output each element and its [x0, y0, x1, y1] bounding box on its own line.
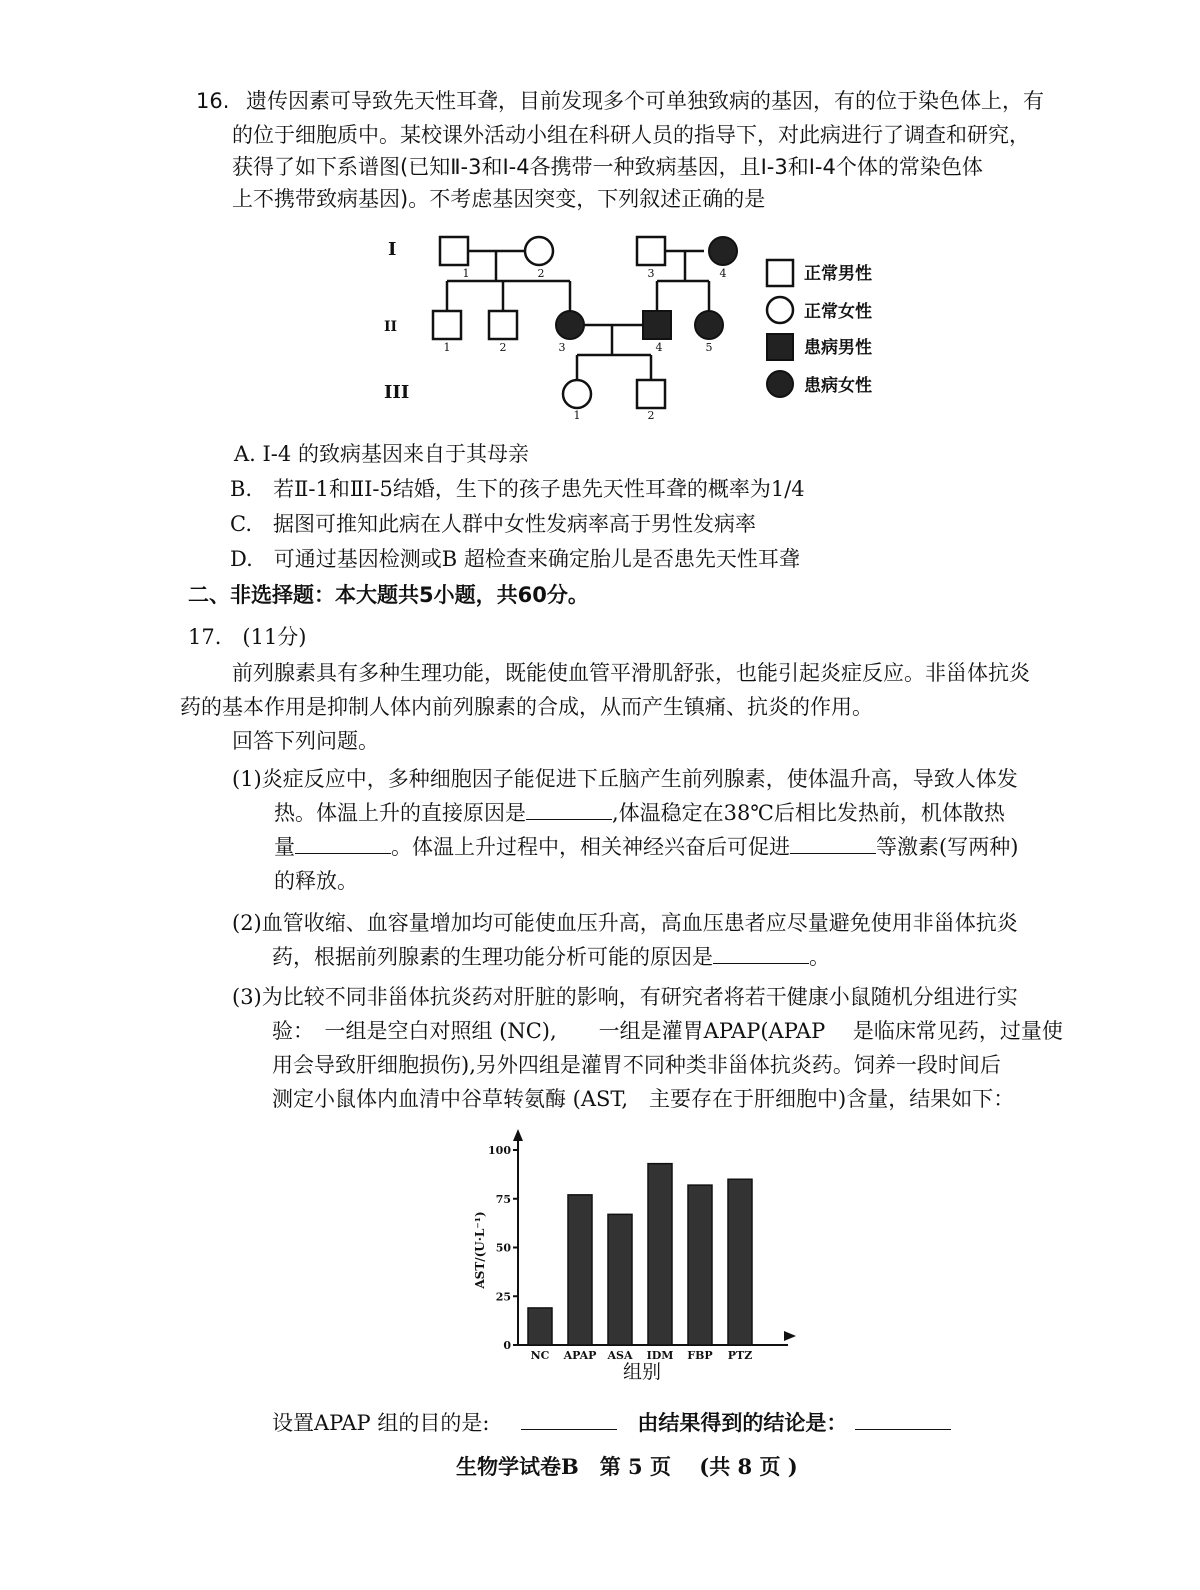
q16-line-2: 的位于细胞质中。某校课外活动小组在科研人员的指导下，对此病进行了调查和研究，	[232, 123, 1030, 147]
q17-part2-text: 。	[809, 945, 830, 969]
q17-final-line	[272, 1406, 951, 1440]
generation-label-III: III	[384, 382, 410, 403]
pedigree-II-1	[433, 311, 461, 339]
page-footer: 生物学试卷B 第 5 页 (共 8 页 )	[456, 1454, 798, 1479]
pedigree-number: 1	[443, 341, 451, 354]
q17-final-text-a: 设置APAP 组的目的是:	[272, 1411, 490, 1435]
q16-line-1: 遗传因素可导致先天性耳聋，目前发现多个可单独致病的基因，有的位于染色体上，有	[246, 89, 1044, 113]
answer-blank-4[interactable]	[713, 941, 809, 964]
answer-blank-5[interactable]	[521, 1407, 617, 1430]
pedigree-number: 4	[719, 267, 727, 280]
pedigree-number: 5	[705, 341, 713, 354]
section-heading: 二、非选择题：本大题共5小题，共60分。	[188, 583, 589, 607]
q17-final-text-b: 由结果得到的结论是：	[637, 1411, 848, 1435]
pedigree-diagram	[370, 225, 900, 430]
q17-part1-line3	[274, 830, 1018, 864]
q17-part3-line1: (3)为比较不同非甾体抗炎药对肝脏的影响，有研究者将若干健康小鼠随机分组进行实	[232, 985, 1018, 1009]
q17-part1-text: ,体温稳定在38℃后相比发热前，机体散热	[612, 801, 1005, 825]
bar-fbp	[688, 1185, 712, 1345]
bar-idm	[648, 1164, 672, 1345]
answer-blank-6[interactable]	[855, 1407, 951, 1430]
x-axis-arrow-icon	[784, 1331, 796, 1341]
x-tick-label: ASA	[607, 1349, 633, 1362]
q17-prompt: 回答下列问题。	[232, 729, 379, 753]
pedigree-I-1	[440, 237, 468, 265]
bar-nc	[528, 1308, 552, 1345]
q17-part2-text: 药，根据前列腺素的生理功能分析可能的原因是	[272, 945, 713, 969]
pedigree-number: 2	[537, 267, 545, 280]
q17-intro-2: 药的基本作用是抑制人体内前列腺素的合成，从而产生镇痛、抗炎的作用。	[180, 695, 873, 719]
q17-part1-text: 热。体温上升的直接原因是	[274, 801, 526, 825]
q17-header: 17. (11分)	[188, 625, 307, 649]
pedigree-III-1	[563, 380, 591, 408]
y-axis-label: AST/(U·L⁻¹)	[473, 1211, 487, 1289]
pedigree-number: 2	[499, 341, 507, 354]
y-tick-label: 0	[503, 1339, 511, 1352]
q16-option-b: B. 若Ⅱ-1和ⅡⅠ-5结婚，生下的孩子患先天性耳聋的概率为1/4	[230, 477, 805, 501]
legend-affected-female-icon	[767, 371, 793, 397]
x-tick-label: FBP	[687, 1349, 713, 1362]
q17-part2-line2	[272, 940, 830, 974]
legend-normal-male: 正常男性	[804, 264, 872, 284]
pedigree-I-3	[637, 237, 665, 265]
q17-part3-line3: 用会导致肝细胞损伤),另外四组是灌胃不同种类非甾体抗炎药。饲养一段时间后	[272, 1053, 1001, 1077]
legend-normal-female: 正常女性	[804, 302, 872, 322]
x-tick-label: APAP	[563, 1349, 597, 1362]
q16-option-d: D. 可通过基因检测或B 超检查来确定胎儿是否患先天性耳聋	[230, 547, 800, 571]
q16-number: 16.	[196, 89, 230, 113]
y-tick-label: 25	[495, 1290, 511, 1304]
q16-line-4: 上不携带致病基因)。不考虑基因突变，下列叙述正确的是	[232, 187, 766, 211]
pedigree-number: 1	[573, 409, 581, 422]
y-tick-label: 50	[495, 1241, 511, 1255]
pedigree-I-2	[525, 237, 553, 265]
q17-part2-line1: (2)血管收缩、血容量增加均可能使血压升高，高血压患者应尽量避免使用非甾体抗炎	[232, 911, 1018, 935]
answer-blank-2[interactable]	[295, 831, 391, 854]
bar-apap	[568, 1195, 592, 1345]
pedigree-number: 2	[647, 409, 655, 422]
pedigree-II-2	[489, 311, 517, 339]
legend-normal-male-icon	[767, 260, 793, 286]
x-tick-label: IDM	[646, 1349, 674, 1362]
q17-part3-line4: 测定小鼠体内血清中谷草转氨酶 (AST, 主要存在于肝细胞中)含量，结果如下：	[272, 1087, 1015, 1111]
generation-label-I: I	[388, 239, 397, 260]
q16-line-3: 获得了如下系谱图(已知Ⅱ-3和Ⅰ-4各携带一种致病基因，且Ⅰ-3和Ⅰ-4个体的常染色体	[232, 155, 983, 179]
q17-part1-text: 等激素(写两种)	[876, 835, 1019, 859]
pedigree-II-3	[556, 311, 584, 339]
bar-ptz	[728, 1179, 752, 1345]
x-tick-label: NC	[530, 1349, 550, 1362]
q17-part1-text: 量	[274, 835, 295, 859]
q17-part1-line2	[274, 796, 1005, 830]
y-tick-label: 100	[488, 1144, 511, 1157]
pedigree-number: 4	[655, 341, 663, 354]
q16-option-c: C. 据图可推知此病在人群中女性发病率高于男性发病率	[230, 512, 756, 536]
pedigree-I-4	[709, 237, 737, 265]
y-axis-arrow-icon	[513, 1129, 523, 1141]
ast-bar-chart	[470, 1125, 810, 1390]
q17-part1-text: 。体温上升过程中，相关神经兴奋后可促进	[391, 835, 790, 859]
q17-part1-line4: 的释放。	[274, 869, 358, 893]
q17-part3-line2: 验： 一组是空白对照组 (NC), 一组是灌胃APAP(APAP 是临床常见药，过量使	[272, 1019, 1063, 1043]
pedigree-number: 1	[462, 267, 470, 280]
pedigree-II-4	[643, 311, 671, 339]
bar-asa	[608, 1214, 632, 1345]
answer-blank-1[interactable]	[526, 797, 612, 820]
q16-option-a: A. Ⅰ-4 的致病基因来自于其母亲	[234, 442, 529, 466]
legend-affected-male-icon	[767, 334, 793, 360]
generation-label-II: II	[384, 319, 398, 335]
legend-normal-female-icon	[767, 297, 793, 323]
answer-blank-3[interactable]	[790, 831, 876, 854]
x-axis-label: 组别	[622, 1361, 662, 1383]
y-tick-label: 75	[495, 1192, 511, 1206]
legend-affected-female: 患病女性	[804, 376, 872, 396]
pedigree-number: 3	[647, 267, 655, 280]
pedigree-III-2	[637, 380, 665, 408]
pedigree-II-5	[695, 311, 723, 339]
legend-affected-male: 患病男性	[804, 338, 872, 358]
q17-part1-line1: (1)炎症反应中，多种细胞因子能促进下丘脑产生前列腺素，使体温升高，导致人体发	[232, 767, 1018, 791]
pedigree-number: 3	[558, 341, 566, 354]
x-tick-label: PTZ	[727, 1349, 753, 1362]
q17-intro-1: 前列腺素具有多种生理功能，既能使血管平滑肌舒张，也能引起炎症反应。非甾体抗炎	[232, 661, 1030, 685]
